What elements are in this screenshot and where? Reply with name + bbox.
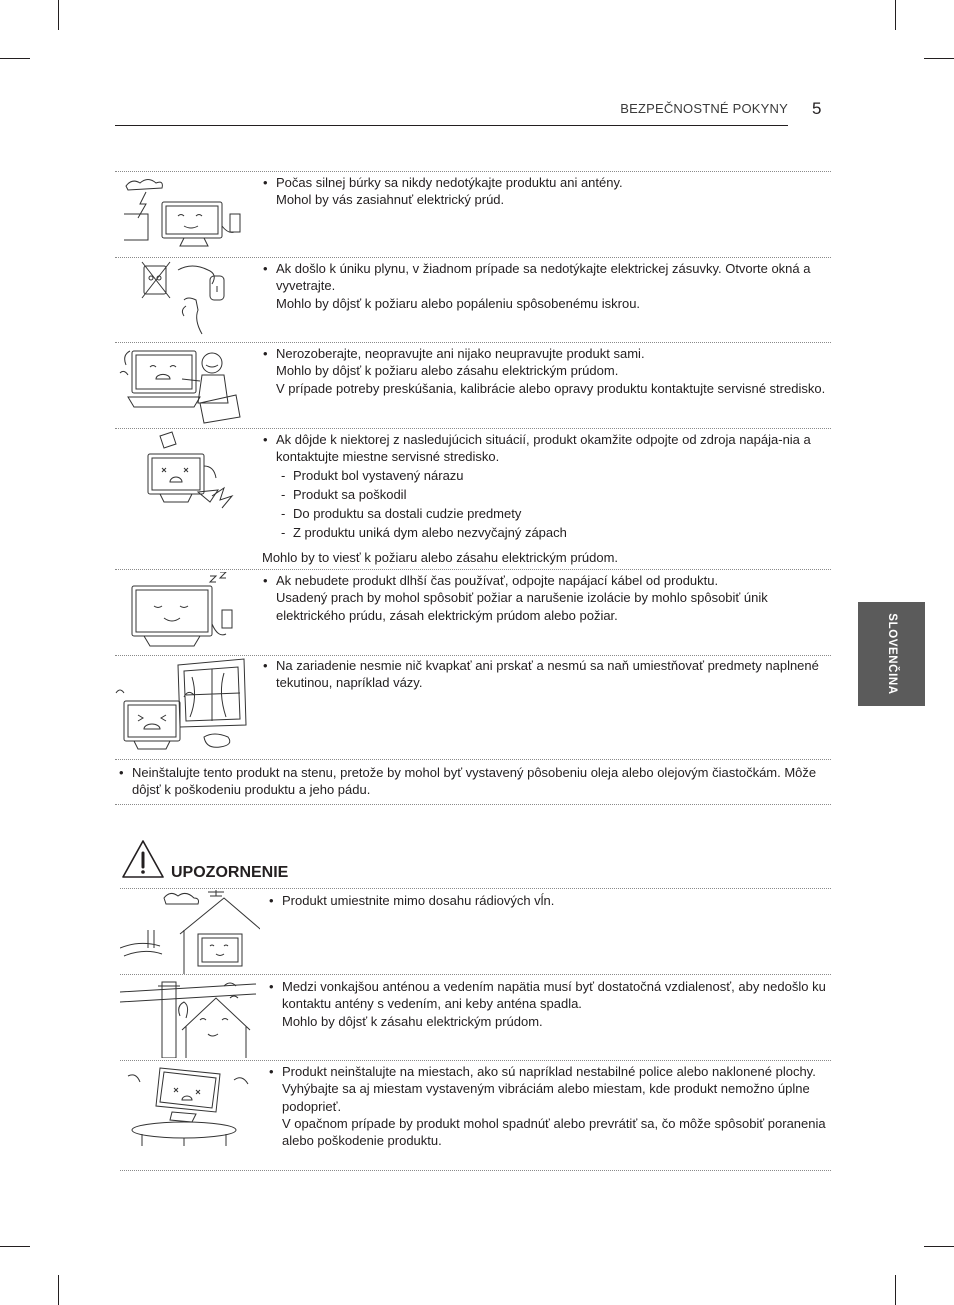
row-divider — [115, 257, 831, 258]
warning-line: Mohol by vás zasiahnuť elektrický prúd. — [276, 192, 505, 208]
warning-triangle-icon — [120, 838, 166, 880]
sub-item: - Produkt sa poškodil — [262, 486, 827, 503]
row-divider — [120, 1170, 831, 1171]
row-divider — [120, 1060, 831, 1061]
row-divider — [115, 428, 831, 429]
row-divider — [115, 569, 831, 570]
language-tab-label: SLOVENČINA — [885, 613, 898, 695]
row-divider — [115, 342, 831, 343]
bullet-item — [262, 657, 827, 692]
caution-text-2 — [268, 978, 828, 1030]
sub-item: - Do produktu sa dostali cudzie predmety — [262, 505, 827, 522]
bullet-item — [268, 978, 828, 1030]
crop-mark — [895, 1275, 896, 1305]
warning-text-2 — [262, 260, 827, 312]
caution-line: • Produkt umiestnite mimo dosahu rádiových vĺn. — [282, 893, 555, 908]
tv-water-vase-illustration — [112, 657, 252, 755]
row-divider — [115, 804, 831, 805]
bullet-item — [262, 572, 827, 624]
wall-mount-note — [118, 764, 828, 799]
row-divider — [115, 759, 831, 760]
bullet-item — [262, 345, 827, 397]
bullet-item — [268, 892, 828, 909]
tv-lightning-storm-illustration — [118, 174, 248, 254]
gas-leak-socket-illustration — [136, 260, 236, 340]
caution-line: • Produkt neinštalujte na miestach, ako sú napríklad nestabilné police alebo naklonené plochy. Vyhýbajte sa aj miestam vystaveným vibráciám alebo miestam, kde produkt nemožno úplne podoprieť. — [282, 1064, 816, 1114]
house-antenna-illustration — [120, 890, 260, 974]
repairman-tv-illustration — [116, 345, 246, 425]
warning-footer: Mohlo by to viesť k požiaru alebo zásahu elektrickým prúdom. — [262, 550, 619, 565]
crop-mark — [924, 1246, 954, 1247]
caution-text-1 — [268, 892, 828, 909]
crop-mark — [924, 58, 954, 59]
crop-mark — [58, 1275, 59, 1305]
bullet-item — [262, 431, 827, 466]
crop-mark — [58, 0, 59, 30]
warning-line: Mohlo by dôjsť k požiaru alebo popáleniu spôsobenému iskrou. — [276, 295, 641, 311]
caution-title: UPOZORNENIE — [171, 864, 289, 881]
caution-text-3 — [268, 1063, 828, 1149]
warning-line: V prípade potreby preskúšania, kalibrácie alebo opravy produktu kontaktujte servisné stredisko. — [276, 380, 826, 396]
caution-line: Mohlo by dôjsť k zásahu elektrickým prúdom. — [282, 1013, 543, 1029]
section-title: BEZPEČNOSTNÉ POKYNY — [620, 101, 788, 116]
row-divider — [120, 888, 831, 889]
sub-item: - Z produktu uniká dym alebo nezvyčajný zápach — [262, 524, 827, 541]
antenna-power-line-illustration — [120, 976, 260, 1058]
row-divider — [120, 974, 831, 975]
warning-line: • Ak dôjde k niektorej z nasledujúcich situácií, produkt okamžite odpojte od zdroja napája-nia a kontaktujte miestne servisné stredisko. — [276, 432, 811, 465]
page-number: 5 — [812, 99, 822, 118]
language-tab — [858, 602, 925, 706]
warning-text-6 — [262, 657, 827, 692]
warning-line: • Nerozoberajte, neopravujte ani nijako neupravujte produkt sami. — [276, 346, 645, 361]
bullet-item — [262, 174, 827, 209]
row-divider — [115, 655, 831, 656]
warning-text-1 — [262, 174, 827, 209]
damaged-tv-illustration — [138, 430, 238, 516]
bullet-item — [268, 1063, 828, 1149]
bullet-item — [262, 260, 827, 312]
warning-text-3 — [262, 345, 827, 397]
crop-mark — [895, 0, 896, 30]
warning-line: • Ak došlo k úniku plynu, v žiadnom prípade sa nedotýkajte elektrickej zásuvky. Otvorte okná a vyvetrajte. — [276, 261, 811, 294]
bullet-item: • Neinštalujte tento produkt na stenu, pretože by mohol byť vystavený pôsobeniu oleja alebo olejovým čiastočkám. Môže dôjsť k poškodeniu produktu a jeho pádu. — [118, 764, 828, 799]
warning-line: • Na zariadenie nesmie nič kvapkať ani prskať a nesmú sa naň umiestňovať predmety naplnené tekutinou, napríklad vázy. — [276, 658, 819, 691]
caution-line: V opačnom prípade by produkt mohol spadnúť alebo prevrátiť sa, čo môže spôsobiť poranenia alebo poškodenie produktu. — [282, 1115, 826, 1149]
row-divider — [115, 171, 831, 172]
warning-text-5 — [262, 572, 827, 624]
sub-item: - Produkt bol vystavený nárazu — [262, 467, 827, 484]
warning-line: Usadený prach by mohol spôsobiť požiar a narušenie izolácie by mohlo spôsobiť únik elektrického prúdu, zásah elektrickým prúdom alebo požiar. — [276, 590, 768, 623]
warning-line: Mohlo by dôjsť k požiaru alebo zásahu elektrickým prúdom. — [276, 363, 619, 379]
warning-text-4 — [262, 431, 827, 542]
warning-line: • Počas silnej búrky sa nikdy nedotýkajte produktu ani antény. — [276, 175, 623, 190]
crop-mark — [0, 1246, 30, 1247]
unstable-shelf-tv-illustration — [126, 1062, 250, 1146]
caution-line: • Medzi vonkajšou anténou a vedením napätia musí byť dostatočná vzdialenosť, aby nedošlo ku kontaktu antény s vedením, ani keby anténa spadla. — [282, 979, 826, 1012]
sleeping-tv-unplug-illustration — [124, 572, 248, 652]
warning-line: • Ak nebudete produkt dlhší čas používať, odpojte napájací kábel od produktu. — [276, 573, 719, 588]
header-rule — [115, 125, 788, 126]
crop-mark — [0, 58, 30, 59]
